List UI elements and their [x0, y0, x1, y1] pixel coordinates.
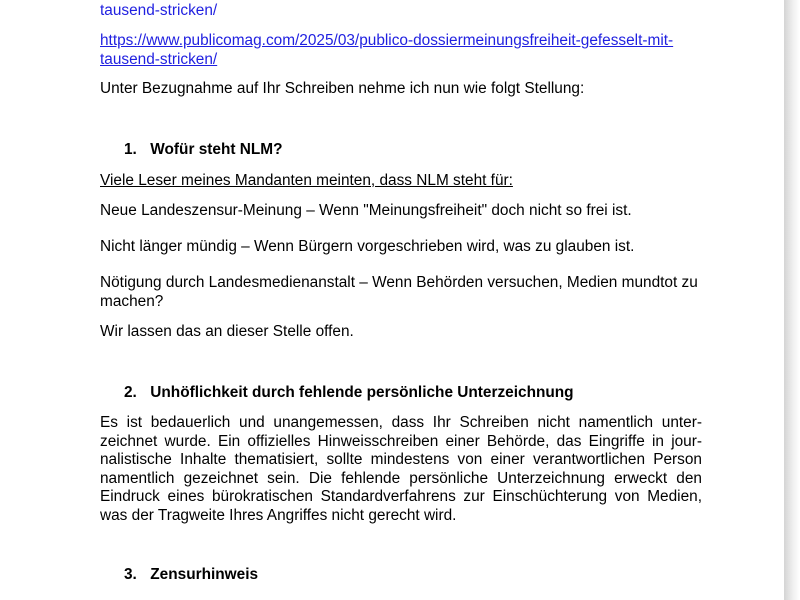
section-2-body: Es ist bedauerlich und unangemessen, dass Ihr Schreiben nicht namentlich unterzeichnet wurde. Ein offizielles Hinweisschreiben einer Behörde, das Eingriffe in journalistische Inhalte thematisiert, sollte mindestens von einer verantwortlichen Person namentlich gezeichnet sein. Die fehlende persönliche Unterzeichnung erweckt den Eindruck eines bürokratischen Standardverfahrens zur Einschüchterung von Medien, was der Tragweite Ihres Angriffes nicht gerecht wird. [100, 414, 702, 524]
section-1-heading [124, 141, 283, 160]
section-3-number: 3. [124, 566, 137, 583]
section-1-subtitle: Viele Leser meines Mandanten meinten, dass NLM steht für: [100, 172, 513, 189]
section-2-number: 2. [124, 384, 137, 401]
source-link-1-line2[interactable]: tausend-stricken/ [100, 2, 218, 19]
nlm-meaning-3: Nötigung durch Landesmedienanstalt – Wenn Behörden versuchen, Medien mundtot zu machen? [100, 274, 698, 310]
section-3-heading [124, 566, 258, 585]
section-2-title: Unhöflichkeit durch fehlende persönliche Unterzeichnung [150, 384, 574, 401]
section-1-closing: Wir lassen das an dieser Stelle offen. [100, 323, 354, 340]
section-1-number: 1. [124, 141, 137, 158]
section-2-heading [124, 384, 574, 403]
nlm-meaning-2: Nicht länger mündig – Wenn Bürgern vorgeschrieben wird, was zu glauben ist. [100, 238, 635, 255]
section-3-title: Zensurhinweis [150, 566, 259, 583]
section-1-title: Wofür steht NLM? [150, 141, 283, 158]
intro-paragraph: Unter Bezugnahme auf Ihr Schreiben nehme ich nun wie folgt Stellung: [100, 80, 585, 97]
page-edge-shadow [784, 0, 800, 600]
source-link-2[interactable]: https://www.publicomag.com/2025/03/publico-dossiermeinungsfreiheit-gefesselt-mit-tausend-stricken/ [100, 32, 674, 68]
nlm-meaning-1: Neue Landeszensur-Meinung – Wenn "Meinungsfreiheit" doch nicht so frei ist. [100, 202, 632, 219]
